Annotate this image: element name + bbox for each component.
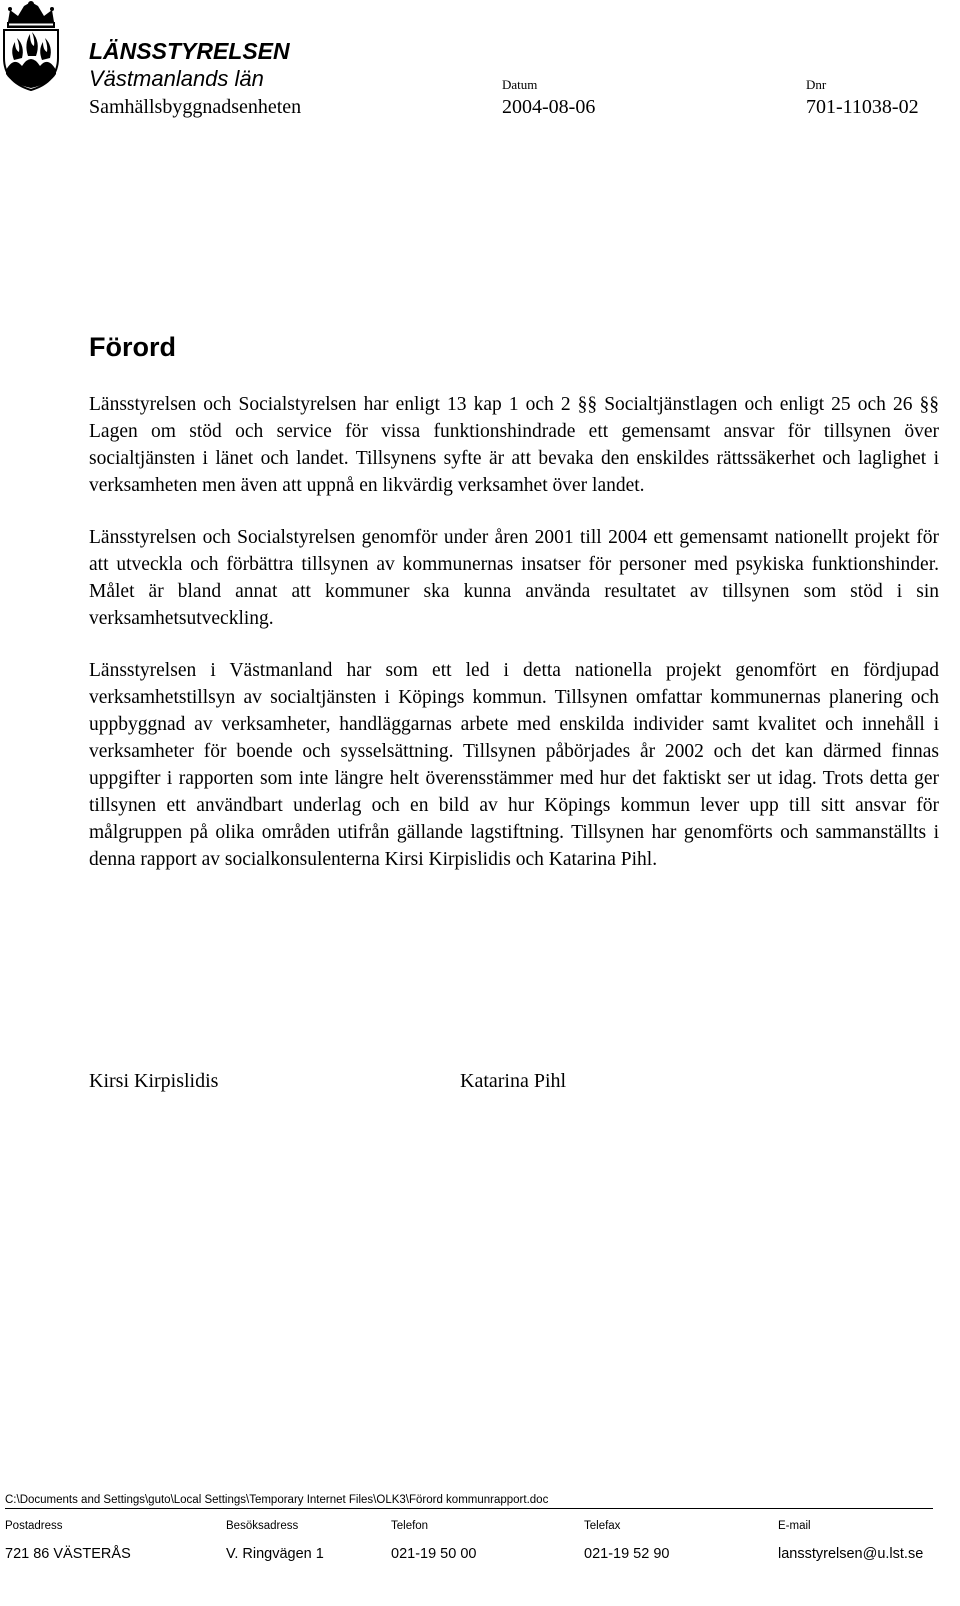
- postal-address-value: 721 86 VÄSTERÅS: [5, 1546, 131, 1562]
- visit-address-label: Besöksadress: [226, 1520, 299, 1532]
- dnr-label: Dnr: [806, 77, 827, 92]
- footer-divider: [5, 1508, 933, 1509]
- signature-1: Kirsi Kirpislidis: [89, 1070, 219, 1092]
- dnr-value: 701-11038-02: [806, 96, 919, 118]
- visit-address-value: V. Ringvägen 1: [226, 1546, 324, 1562]
- phone-value: 021-19 50 00: [391, 1546, 477, 1562]
- paragraph-3: Länsstyrelsen i Västmanland har som ett led i detta nationella projekt genomfört en fördjupad verksamhetstillsyn av socialtjänsten i Köpings kommun. Tillsynen omfattar kommunernas planering och uppbyggnad av verksamheter, handläggarnas arbete med enskilda individer samt kvalitet och innehåll i verksamheter för boende och sysselsättning. Tillsynen påbörjades år 2002 och det kan därmed finnas uppgifter i rapporten som inte längre helt överensstämmer med hur det faktiskt ser ut idag. Trots detta ger tillsynen ett användbart underlag och en bild av hur Köpings kommun lever upp till sitt ansvar för målgruppen på olika områden utifrån gällande lagstiftning. Tillsynen har genomförts och sammanställts i denna rapport av socialkonsulenterna Kirsi Kirpislidis och Katarina Pihl.: [89, 660, 939, 870]
- email-label: E-mail: [778, 1520, 811, 1532]
- coat-of-arms-icon: [0, 0, 62, 92]
- date-label: Datum: [502, 77, 538, 92]
- fax-value: 021-19 52 90: [584, 1546, 670, 1562]
- paragraph-1: Länsstyrelsen och Socialstyrelsen har enligt 13 kap 1 och 2 §§ Socialtjänstlagen och enligt 25 och 26 §§ Lagen om stöd och service för vissa funktionshindrade ett gemensamt ansvar för tillsynen över socialtjänsten i länet och landet. Tillsynens syfte är att bevaka den enskildes rättssäkerhet och laglighet i verksamheten men även att uppnå en likvärdig verksamhet över landet.: [89, 394, 939, 496]
- unit-name: Samhällsbyggnadsenheten: [89, 96, 302, 118]
- postal-address-label: Postadress: [5, 1520, 63, 1532]
- paragraph-2: Länsstyrelsen och Socialstyrelsen genomför under åren 2001 till 2004 ett gemensamt nationellt projekt för att utveckla och förbättra tillsynen av kommunernas insatser för personer med psykiska funktionshinder. Målet är bland annat att kommuner ska kunna använda resultatet av tillsynen som stöd i sin verksamhetsutveckling.: [89, 527, 939, 629]
- email-value: lansstyrelsen@u.lst.se: [778, 1546, 924, 1562]
- file-path: C:\Documents and Settings\guto\Local Settings\Temporary Internet Files\OLK3\Förord kommunrapport.doc: [5, 1494, 549, 1506]
- county-name: Västmanlands län: [89, 66, 264, 91]
- date-value: 2004-08-06: [502, 96, 596, 118]
- document-body: [89, 391, 939, 873]
- phone-label: Telefon: [391, 1520, 429, 1532]
- fax-label: Telefax: [584, 1520, 621, 1532]
- document-title: Förord: [89, 332, 176, 362]
- organization-name: LÄNSSTYRELSEN: [89, 38, 290, 64]
- signature-2: Katarina Pihl: [460, 1070, 567, 1092]
